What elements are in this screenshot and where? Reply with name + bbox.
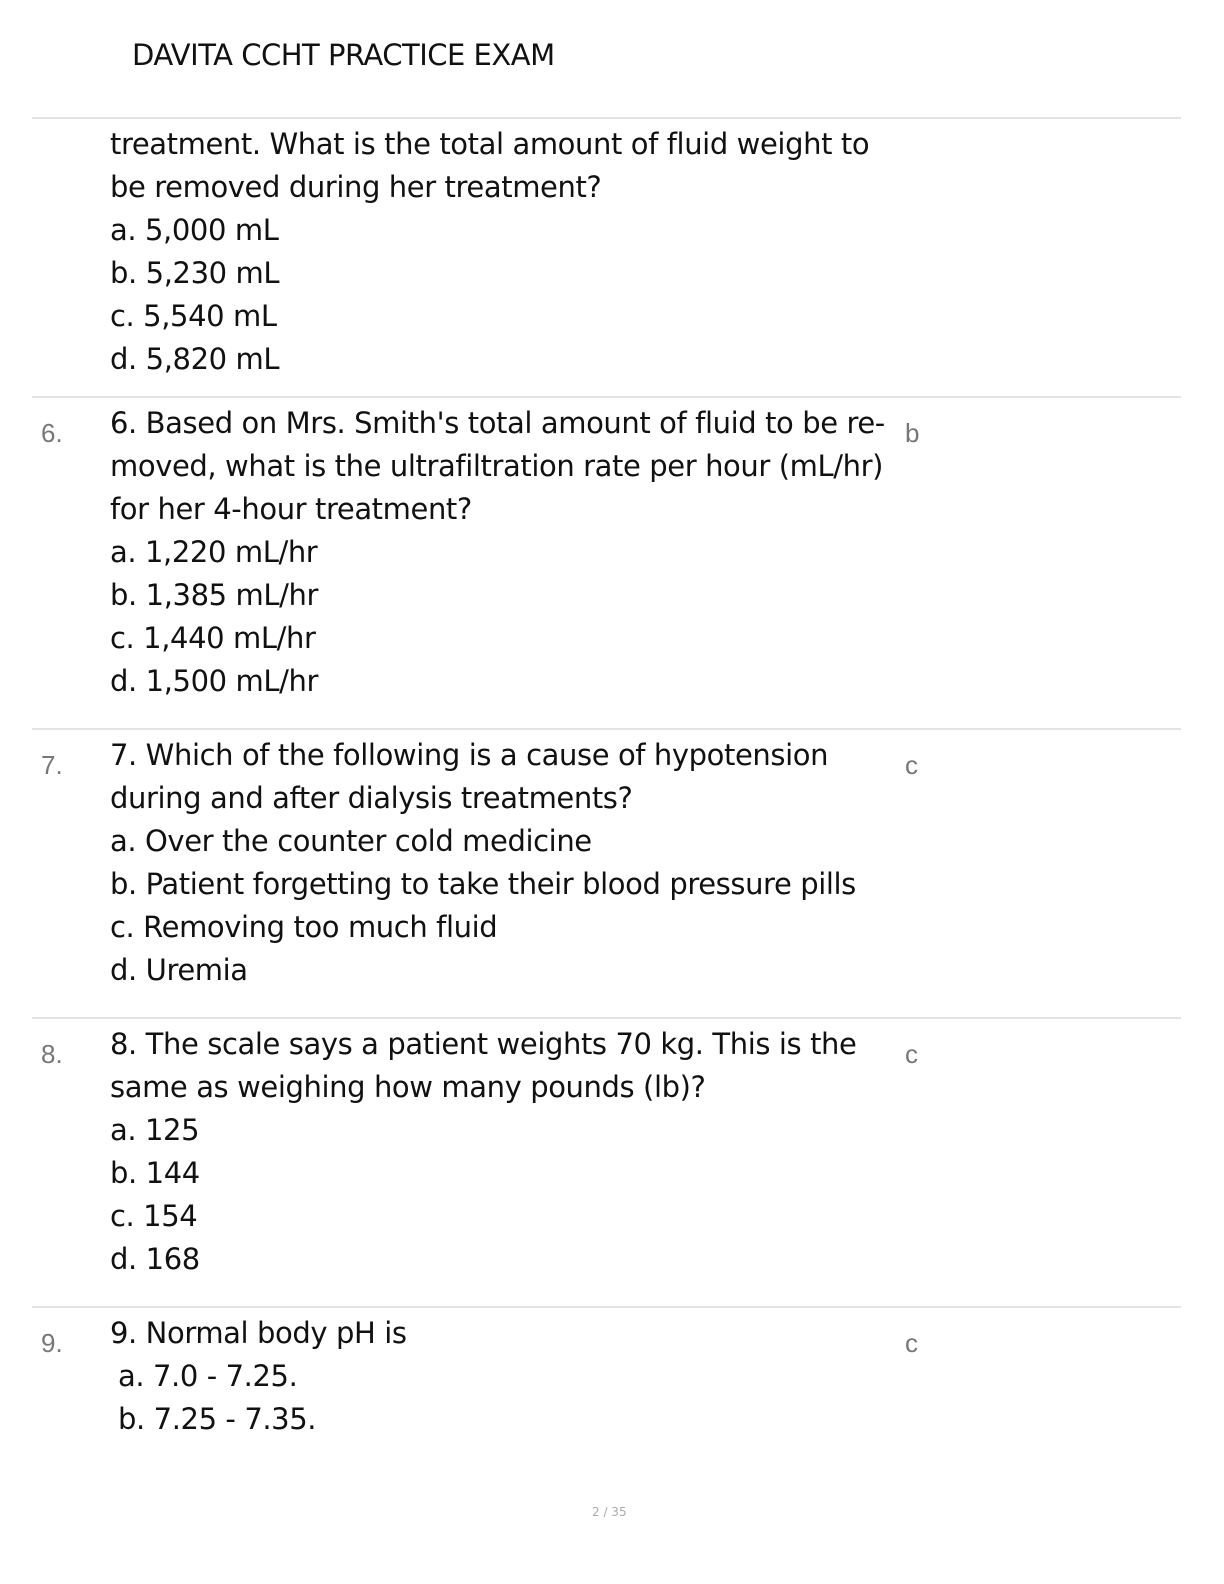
question-number: 6. [41,418,63,448]
answer-key: c [905,1039,918,1069]
page-number: 2 / 35 [592,1505,627,1519]
question-line: c. 1,440 mL/hr [110,621,316,655]
question-stem: 9. Normal body pH is [110,1316,407,1350]
question-line: b. 7.25 - 7.35. [118,1402,317,1436]
question-stem: 7. Which of the following is a cause of hypotension [110,738,829,772]
question-stem: 8. The scale says a patient weights 70 kg. This is the [110,1027,857,1061]
question-number: 8. [41,1039,63,1069]
question-line: c. Removing too much fluid [110,910,498,944]
question-block [32,728,1181,987]
question-line: for her 4-hour treatment? [110,492,472,526]
question-text [110,1312,910,1441]
question-line: a. 5,000 mL [110,213,279,247]
question-stem: 6. Based on Mrs. Smith's total amount of fluid to be re- [110,406,885,440]
document-header-title: DAVITA CCHT PRACTICE EXAM [132,38,555,72]
answer-key: c [905,750,918,780]
question-text [110,123,910,381]
question-number: 7. [41,750,63,780]
question-block [32,396,1181,698]
question-line: d. 168 [110,1242,200,1276]
question-line: b. 1,385 mL/hr [110,578,318,612]
answer-key: b [905,418,920,448]
question-line: b. 144 [110,1156,200,1190]
question-line: d. 5,820 mL [110,342,280,376]
answer-key: c [905,1328,918,1358]
question-line: be removed during her treatment? [110,170,602,204]
question-line: d. 1,500 mL/hr [110,664,318,698]
question-number: 9. [41,1328,63,1358]
question-text [110,402,910,703]
question-block [32,1017,1181,1276]
question-line: a. 125 [110,1113,200,1147]
question-line: a. Over the counter cold medicine [110,824,592,858]
question-line: c. 5,540 mL [110,299,277,333]
question-block [32,1306,1181,1436]
question-line: b. 5,230 mL [110,256,280,290]
question-line: during and after dialysis treatments? [110,781,633,815]
question-line: b. Patient forgetting to take their blood pressure pills [110,867,856,901]
question-line: d. Uremia [110,953,248,987]
question-text [110,1023,910,1281]
question-line: c. 154 [110,1199,198,1233]
question-line: treatment. What is the total amount of fluid weight to [110,127,870,161]
question-block [32,117,1181,376]
question-line: same as weighing how many pounds (lb)? [110,1070,706,1104]
question-line: a. 1,220 mL/hr [110,535,318,569]
question-line: moved, what is the ultrafiltration rate per hour (mL/hr) [110,449,884,483]
question-line: a. 7.0 - 7.25. [118,1359,298,1393]
question-text [110,734,910,992]
